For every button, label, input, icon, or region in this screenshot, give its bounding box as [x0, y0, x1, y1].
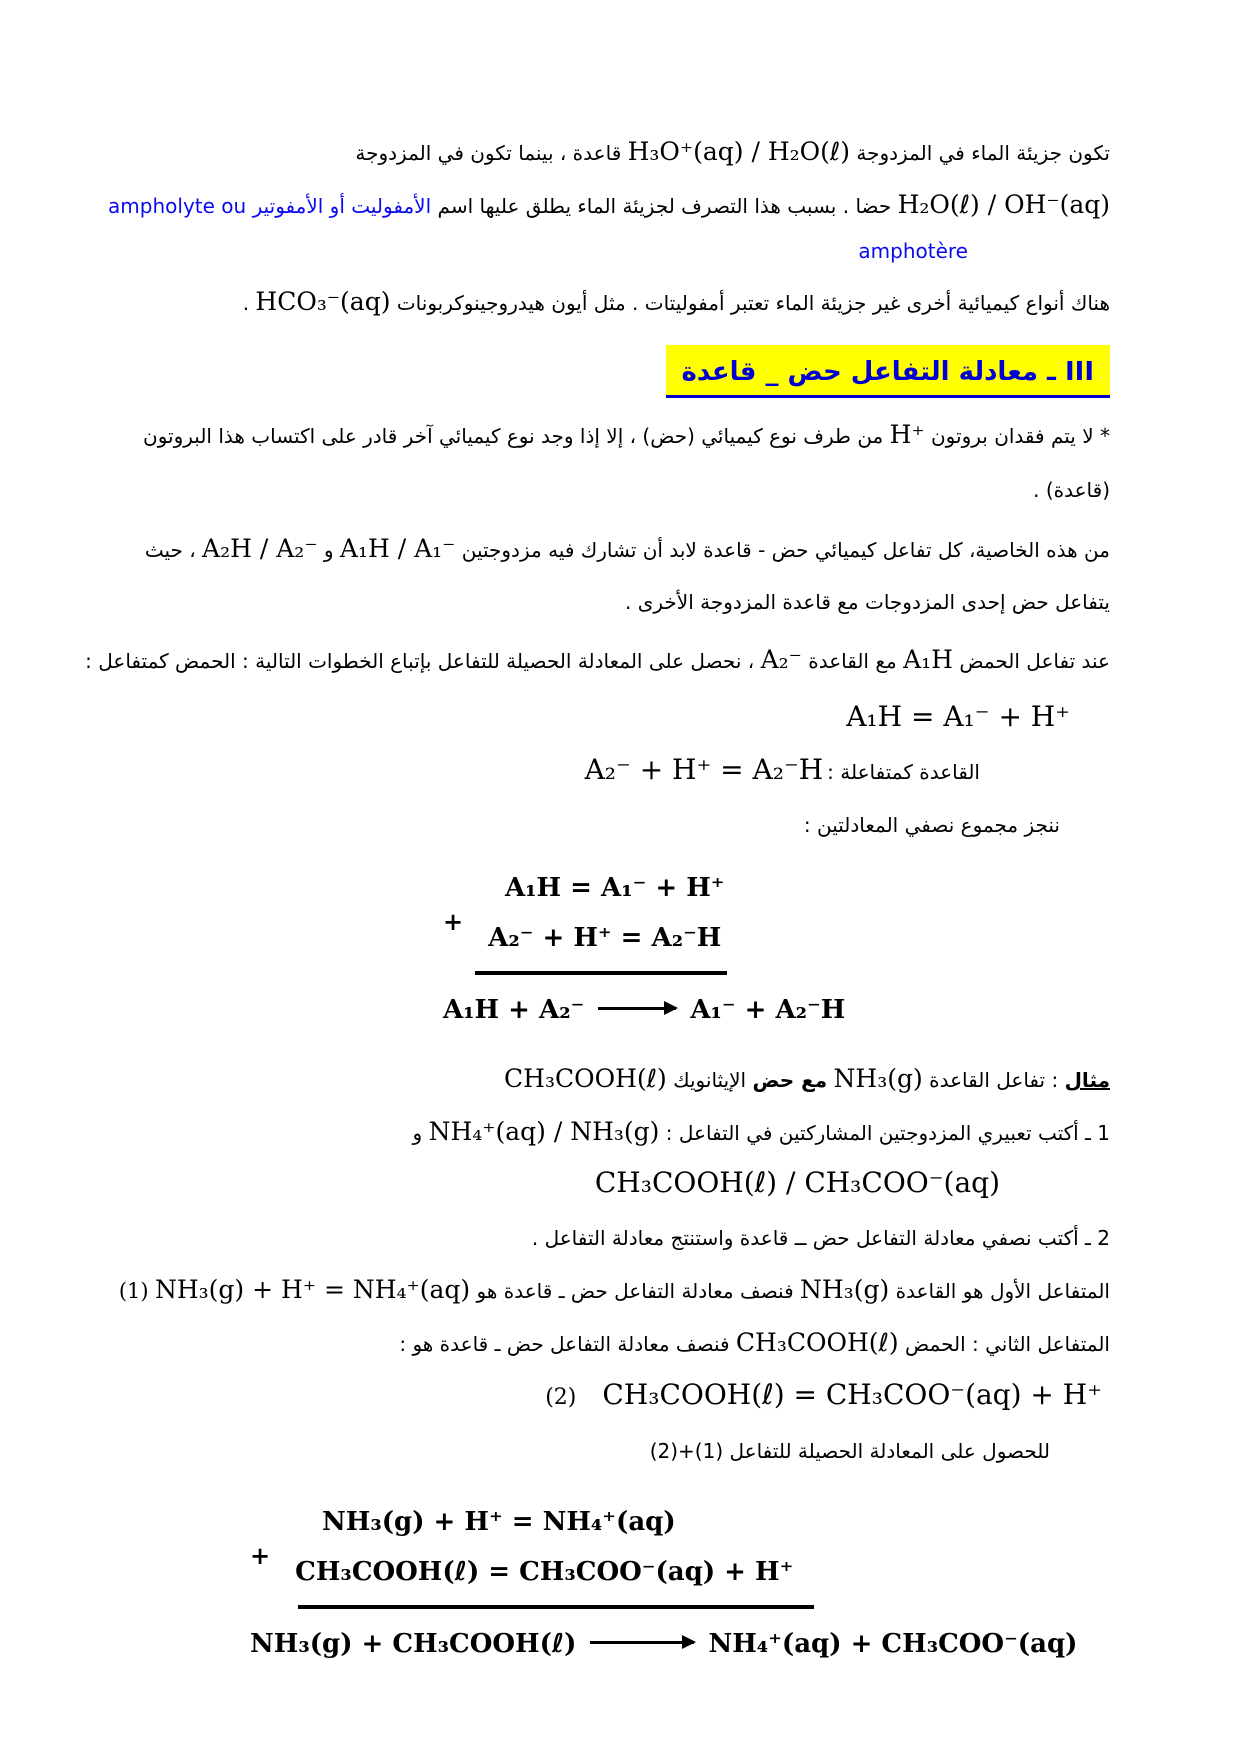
intro-line-3 [110, 232, 1110, 270]
property-and: و [323, 538, 334, 562]
question-2-line [110, 1212, 1110, 1264]
intro-line-2 [110, 179, 1110, 232]
proton-note-end: من طرف نوع كيميائي (حض) ، إلا إذا وجد نوع كيميائي آخر قادر على اكتساب هذا البروتون (قاعدة) . [143, 424, 1110, 502]
steps-intro-line [85, 634, 1110, 687]
sum-note-text: للحصول على المعادلة الحصيلة للتفاعل (1)+(2) [649, 1439, 1050, 1463]
proton-note-paragraph [110, 408, 1110, 517]
general-sum-block [443, 863, 845, 1035]
sum-note-line [110, 1425, 1110, 1477]
intro-line-1 [110, 126, 1110, 179]
equation-2-line [110, 1370, 1110, 1425]
intro-line1-text-end: قاعدة ، بينما تكون في المزدوجة [355, 141, 622, 165]
steps-text-3: ، نحصل على المعادلة الحصيلة للتفاعل بإتباع الخطوات التالية : الحمض كمتفاعل : [85, 649, 755, 673]
property-text-start: من هذه الخاصية، كل تفاعل كيميائي حض - قاعدة لابد أن تشارك فيه مزدوجتين [461, 538, 1110, 562]
water-hydroxide-couple-formula: H₂O(ℓ) / OH⁻(aq) [897, 190, 1110, 219]
base-as-reactant-label: القاعدة كمتفاعلة : [827, 760, 980, 784]
question-1-text: 1 ـ أكتب تعبيري المزدوجتين المشاركتين في التفاعل : [665, 1121, 1110, 1145]
ammonia-formula-2: NH₃(g) [800, 1275, 890, 1304]
general-sum-eq1: A₁H = A₁⁻ + H⁺ [505, 873, 725, 903]
base-half-equation: A₂⁻ + H⁺ = A₂⁻H [584, 753, 824, 786]
couple2-formula: A₂H / A₂⁻ [202, 534, 318, 563]
steps-text-1: عند تفاعل الحمض [959, 649, 1110, 673]
couple1-formula: A₁H / A₁⁻ [339, 534, 456, 563]
steps-text-2: مع القاعدة [808, 649, 897, 673]
acetic-couple-line [110, 1159, 1110, 1212]
intro-line4-period: . [242, 291, 250, 315]
first-reactant-text-2: فنصف معادلة التفاعل حض ـ قاعدة هو [476, 1279, 794, 1303]
intro-line-4 [110, 276, 1110, 329]
example-text-1: : تفاعل القاعدة [929, 1068, 1059, 1092]
ampholyte-french-term: ampholyte ou [108, 194, 247, 218]
acid-half-equation-line [110, 693, 1110, 746]
base-a2-formula: A₂⁻ [760, 645, 802, 674]
general-sum-eq2-row [443, 907, 845, 963]
hydronium-water-couple-formula: H₃O⁺(aq) / H₂O(ℓ) [627, 137, 851, 166]
second-reactant-text-1: المتفاعل الثاني : الحمض [905, 1332, 1110, 1356]
amphotere-french-term: amphotère [858, 239, 968, 263]
general-sum-eq2: A₂⁻ + H⁺ = A₂⁻H [488, 923, 722, 953]
intro-line1-text-start: تكون جزيئة الماء في المزدوجة [856, 141, 1110, 165]
general-result-lhs: A₁H + A₂⁻ [443, 995, 585, 1025]
example-sum-eq1-row [250, 1497, 1077, 1547]
example-sum-eq2-row [250, 1541, 1077, 1597]
question-2-text: 2 ـ أكتب نصفي معادلة التفاعل حض ــ قاعدة واستنتج معادلة التفاعل . [531, 1226, 1110, 1250]
base-half-equation-line [110, 746, 1110, 799]
example-ethanoic-word: الإيثانويك [673, 1068, 747, 1092]
first-reactant-text-1: المتفاعل الأول هو القاعدة [895, 1279, 1110, 1303]
sum-label: ننجز مجموع نصفي المعادلتين : [803, 813, 1060, 837]
example-sum-eq2: CH₃COOH(ℓ) = CH₃COO⁻(aq) + H⁺ [295, 1557, 794, 1587]
sum-rule-2 [298, 1605, 814, 1609]
example-sum-eq1: NH₃(g) + H⁺ = NH₄⁺(aq) [322, 1507, 676, 1537]
acid-half-equation: A₁H = A₁⁻ + H⁺ [846, 700, 1070, 733]
intro-line2-text: حضا . بسبب هذا التصرف لجزيئة الماء يطلق عليها اسم [437, 194, 892, 218]
example-heading-line [110, 1053, 1110, 1106]
property-line-2 [110, 576, 1110, 628]
example-with-acid-bold: مع حض [752, 1068, 828, 1092]
ampholyte-arabic-term: الأمفوليت أو الأمفوتير [252, 194, 432, 218]
proton-note-start: * لا يتم فقدان بروتون [930, 424, 1110, 448]
reaction-arrow-icon [598, 1007, 676, 1010]
ethanoic-acid-formula: CH₃COOH(ℓ) [504, 1064, 667, 1093]
general-result-rhs: A₁⁻ + A₂⁻H [690, 995, 846, 1025]
section-title: III ـ معادلة التفاعل حض _ قاعدة [666, 345, 1111, 398]
second-reactant-text-2: فنصف معادلة التفاعل حض ـ قاعدة هو : [399, 1332, 730, 1356]
sum-rule [475, 971, 727, 975]
question-1-and: و [412, 1121, 423, 1145]
plus-sign: + [443, 907, 464, 936]
example-result-rhs: NH₄⁺(aq) + CH₃COO⁻(aq) [708, 1629, 1078, 1659]
example-sum-block [250, 1497, 1077, 1669]
property-continuation: يتفاعل حض إحدى المزدوجات مع قاعدة المزدوجة الأخرى . [625, 590, 1110, 614]
question-1-line [110, 1106, 1110, 1159]
second-reactant-line [110, 1317, 1110, 1370]
equation-1-number: (1) [118, 1279, 149, 1303]
ammonia-half-equation: NH₃(g) + H⁺ = NH₄⁺(aq) [154, 1275, 471, 1304]
ethanoic-acid-formula-2: CH₃COOH(ℓ) [735, 1328, 899, 1357]
property-text-end: ، حيث [144, 538, 196, 562]
hydrogencarbonate-formula: HCO₃⁻(aq) [255, 287, 391, 316]
ammonium-ammonia-couple-formula: NH₄⁺(aq) / NH₃(g) [428, 1117, 660, 1146]
ammonia-formula: NH₃(g) [833, 1064, 923, 1093]
sum-label-line [110, 799, 1110, 851]
acetic-half-equation: CH₃COOH(ℓ) = CH₃COO⁻(aq) + H⁺ [602, 1378, 1102, 1411]
section-title-row [110, 345, 1110, 398]
first-reactant-line [110, 1264, 1110, 1317]
example-result-row [250, 1619, 1077, 1669]
plus-sign-2: + [250, 1541, 271, 1570]
acetic-acetate-couple-formula: CH₃COOH(ℓ) / CH₃COO⁻(aq) [594, 1166, 1000, 1199]
acid-a1h-formula: A₁H [903, 645, 953, 674]
general-sum-eq1-row [443, 863, 845, 913]
proton-formula: H⁺ [889, 420, 925, 449]
equation-2-number: (2) [545, 1385, 577, 1410]
property-line-1 [110, 523, 1110, 576]
example-result-lhs: NH₃(g) + CH₃COOH(ℓ) [250, 1629, 577, 1659]
other-ampholytes-text: هناك أنواع كيميائية أخرى غير جزيئة الماء تعتبر أمفوليتات . مثل أيون هيدروجينوكربونات [396, 291, 1110, 315]
reaction-arrow-icon-2 [590, 1641, 694, 1644]
general-result-row [443, 985, 845, 1035]
example-label: مثال [1064, 1068, 1110, 1092]
